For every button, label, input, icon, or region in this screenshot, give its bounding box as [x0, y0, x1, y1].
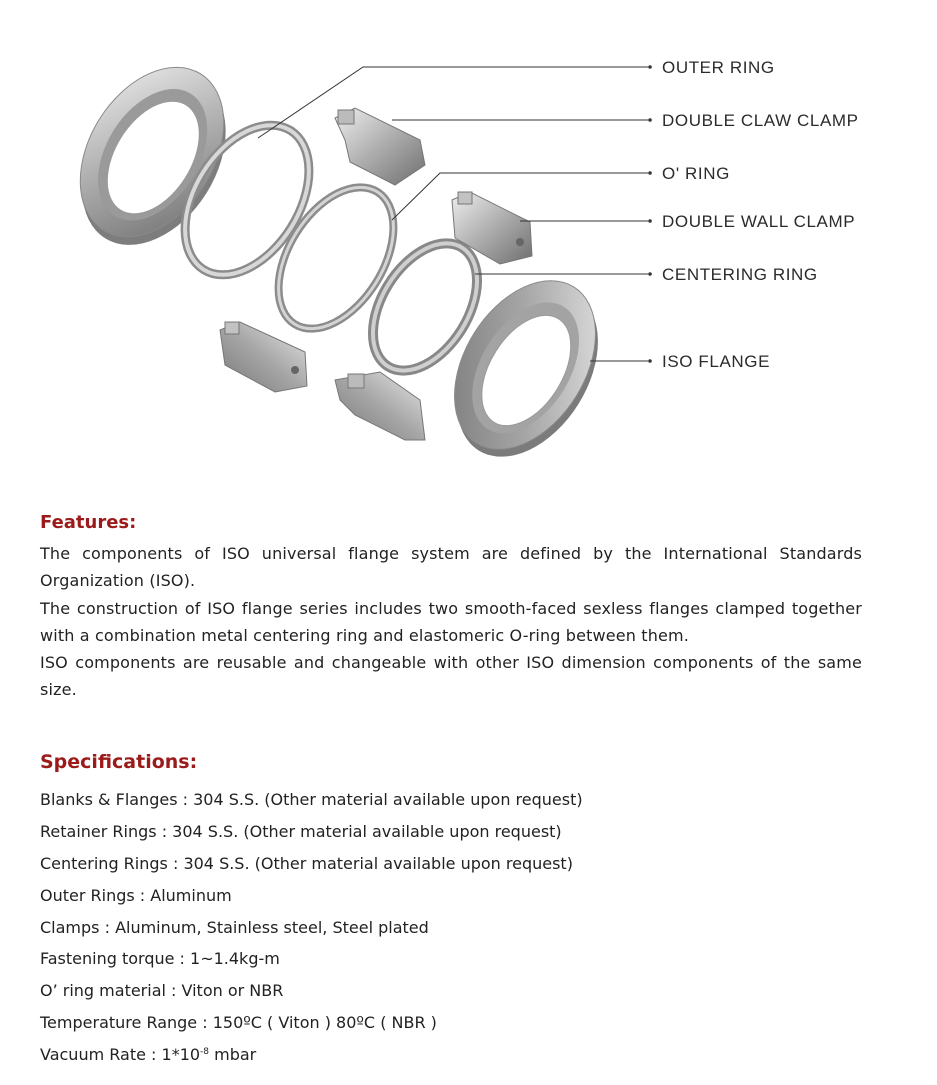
specifications-heading-text: Specifications [40, 751, 190, 773]
features-body [40, 540, 862, 704]
spec-item-vacuum-rate [40, 1041, 583, 1073]
spec-item: Clamps : Aluminum, Stainless steel, Steel plated [40, 917, 429, 937]
spec-item: Temperature Range : 150ºC ( Viton ) 80ºC ( NBR ) [40, 1013, 437, 1033]
label-double-claw-clamp: DOUBLE CLAW CLAMP [662, 111, 859, 130]
features-paragraph: The construction of ISO flange series includes two smooth-faced sexless flanges clamped together with a combination metal centering ring and elastomeric O-ring between them. [40, 598, 862, 645]
spec-item: Blanks & Flanges : 304 S.S. (Other material available upon request) [40, 790, 583, 809]
spec-item: Fastening torque : 1~1.4kg-m [40, 949, 280, 969]
double-wall-clamp-part-left [220, 322, 307, 392]
spec-item: Outer Rings : Aluminum [40, 885, 232, 905]
exploded-assembly-diagram [0, 0, 937, 480]
features-paragraph: ISO components are reusable and changeable with other ISO dimension components of the same size. [40, 653, 862, 700]
vacuum-rate-label: Vacuum Rate : 1*10 [40, 1045, 201, 1065]
leader-dots [648, 65, 652, 363]
outer-ring-part [47, 41, 258, 271]
label-centering-ring: CENTERING RING [662, 265, 818, 284]
label-outer-ring: OUTER RING [662, 58, 775, 77]
spec-item: Retainer Rings : 304 S.S. (Other material available upon request) [40, 821, 562, 841]
label-double-wall-clamp: DOUBLE WALL CLAMP [662, 212, 856, 231]
features-heading: Features: [40, 512, 137, 533]
features-paragraph: The components of ISO universal flange system are defined by the International Standards Organization (ISO). [40, 544, 862, 591]
specifications-heading [40, 751, 197, 773]
specifications-list [40, 786, 583, 1073]
iso-flange-part [423, 255, 630, 480]
double-claw-clamp-part-bottom [335, 372, 425, 440]
spec-item: O’ ring material : Viton or NBR [40, 981, 284, 1001]
o-ring-part [255, 167, 417, 349]
vacuum-rate-unit: mbar [214, 1045, 257, 1065]
spec-item: Centering Rings : 304 S.S. (Other material available upon request) [40, 853, 573, 873]
label-iso-flange: ISO FLANGE [662, 352, 771, 371]
specifications-heading-colon: : [189, 751, 198, 773]
vacuum-rate-exponent: -8 [200, 1047, 210, 1058]
label-o-ring: O' RING [662, 164, 730, 183]
